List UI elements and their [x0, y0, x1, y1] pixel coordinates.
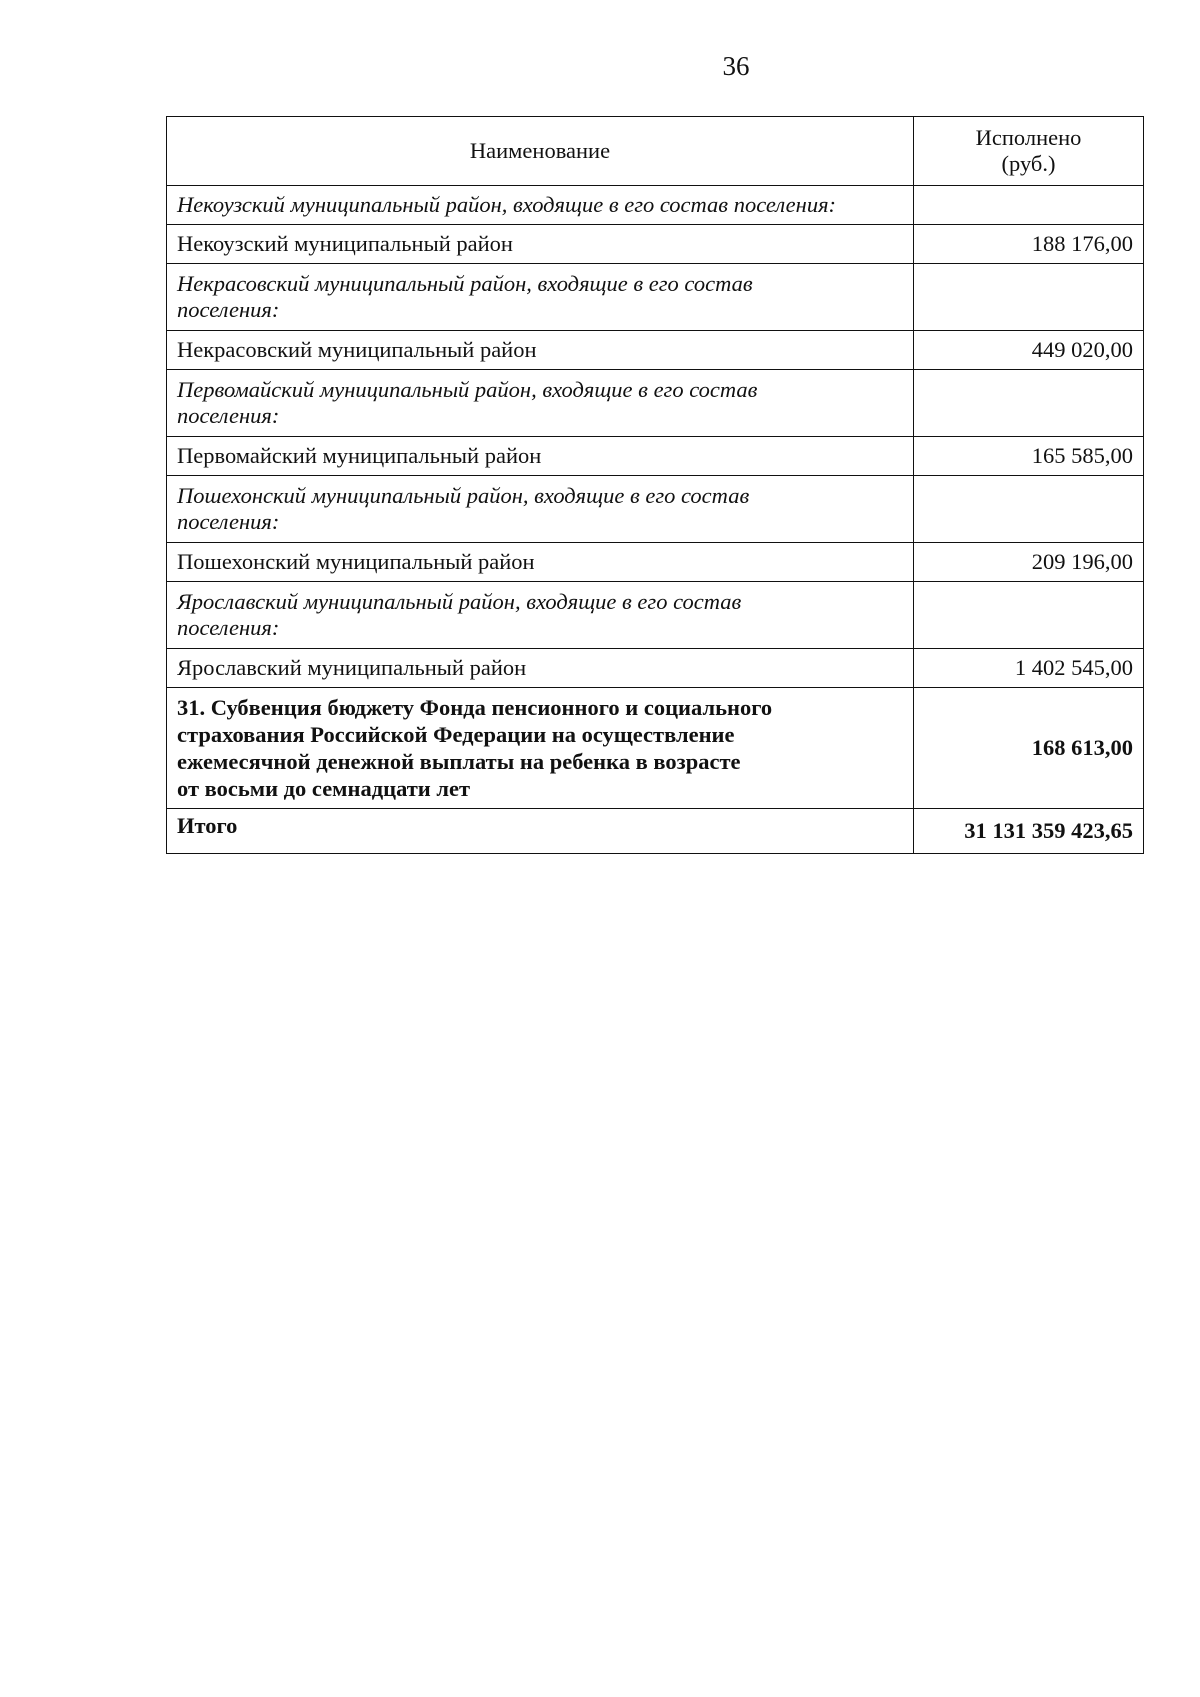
table-row-pervomaysk	[167, 437, 1144, 476]
item-amount: 188 176,00	[914, 225, 1144, 264]
table-row-group-pervomaysk	[167, 370, 1144, 437]
group-name	[167, 370, 914, 437]
group-amount	[914, 186, 1144, 225]
item-amount: 449 020,00	[914, 331, 1144, 370]
table-row-group-nekouz	[167, 186, 1144, 225]
subvention-name-line1: 31. Субвенция бюджету Фонда пенсионного и социального	[177, 695, 773, 720]
table-header-row	[167, 117, 1144, 186]
item-amount: 165 585,00	[914, 437, 1144, 476]
group-amount	[914, 370, 1144, 437]
item-name: Некоузский муниципальный район	[167, 225, 914, 264]
group-amount	[914, 476, 1144, 543]
item-name: Ярославский муниципальный район	[167, 649, 914, 688]
table-row-nekrasov	[167, 331, 1144, 370]
group-name-line2: поселения:	[177, 509, 280, 534]
item-name: Некрасовский муниципальный район	[167, 331, 914, 370]
item-amount: 1 402 545,00	[914, 649, 1144, 688]
table-row-yaroslavl	[167, 649, 1144, 688]
group-name-line2: поселения:	[177, 615, 280, 640]
item-amount: 209 196,00	[914, 543, 1144, 582]
item-name: Пошехонский муниципальный район	[167, 543, 914, 582]
table-row-poshekhonye	[167, 543, 1144, 582]
subvention-name-line3: ежемесячной денежной выплаты на ребенка в возрасте	[177, 749, 741, 774]
column-header-name: Наименование	[167, 117, 914, 186]
group-name	[167, 264, 914, 331]
subvention-name-line2: страхования Российской Федерации на осуществление	[177, 722, 735, 747]
table-row-subvention-31	[167, 688, 1144, 809]
subvention-amount: 168 613,00	[914, 688, 1144, 809]
total-amount: 31 131 359 423,65	[914, 809, 1144, 854]
group-name: Некоузский муниципальный район, входящие в его состав поселения:	[167, 186, 914, 225]
item-name: Первомайский муниципальный район	[167, 437, 914, 476]
group-name	[167, 476, 914, 543]
group-amount	[914, 264, 1144, 331]
column-header-amount-line2: (руб.)	[1001, 151, 1056, 176]
table-row-nekouz	[167, 225, 1144, 264]
group-name-line1: Первомайский муниципальный район, входящие в его состав	[177, 377, 758, 402]
subvention-name-line4: от восьми до семнадцати лет	[177, 776, 471, 801]
table-row-group-yaroslavl	[167, 582, 1144, 649]
group-name-line1: Некрасовский муниципальный район, входящие в его состав	[177, 271, 753, 296]
group-name-line1: Пошехонский муниципальный район, входящие в его состав	[177, 483, 750, 508]
total-label: Итого	[167, 809, 914, 854]
table-row-group-poshekhonye	[167, 476, 1144, 543]
column-header-amount-line1: Исполнено	[975, 125, 1082, 150]
table-row-group-nekrasov	[167, 264, 1144, 331]
budget-execution-table	[166, 116, 1144, 854]
page-number: 36	[722, 51, 750, 81]
group-name-line2: поселения:	[177, 297, 280, 322]
subvention-name	[167, 688, 914, 809]
group-amount	[914, 582, 1144, 649]
table-row-total	[167, 809, 1144, 854]
group-name-line1: Ярославский муниципальный район, входящие в его состав	[177, 589, 742, 614]
column-header-amount	[914, 117, 1144, 186]
group-name-line2: поселения:	[177, 403, 280, 428]
group-name	[167, 582, 914, 649]
